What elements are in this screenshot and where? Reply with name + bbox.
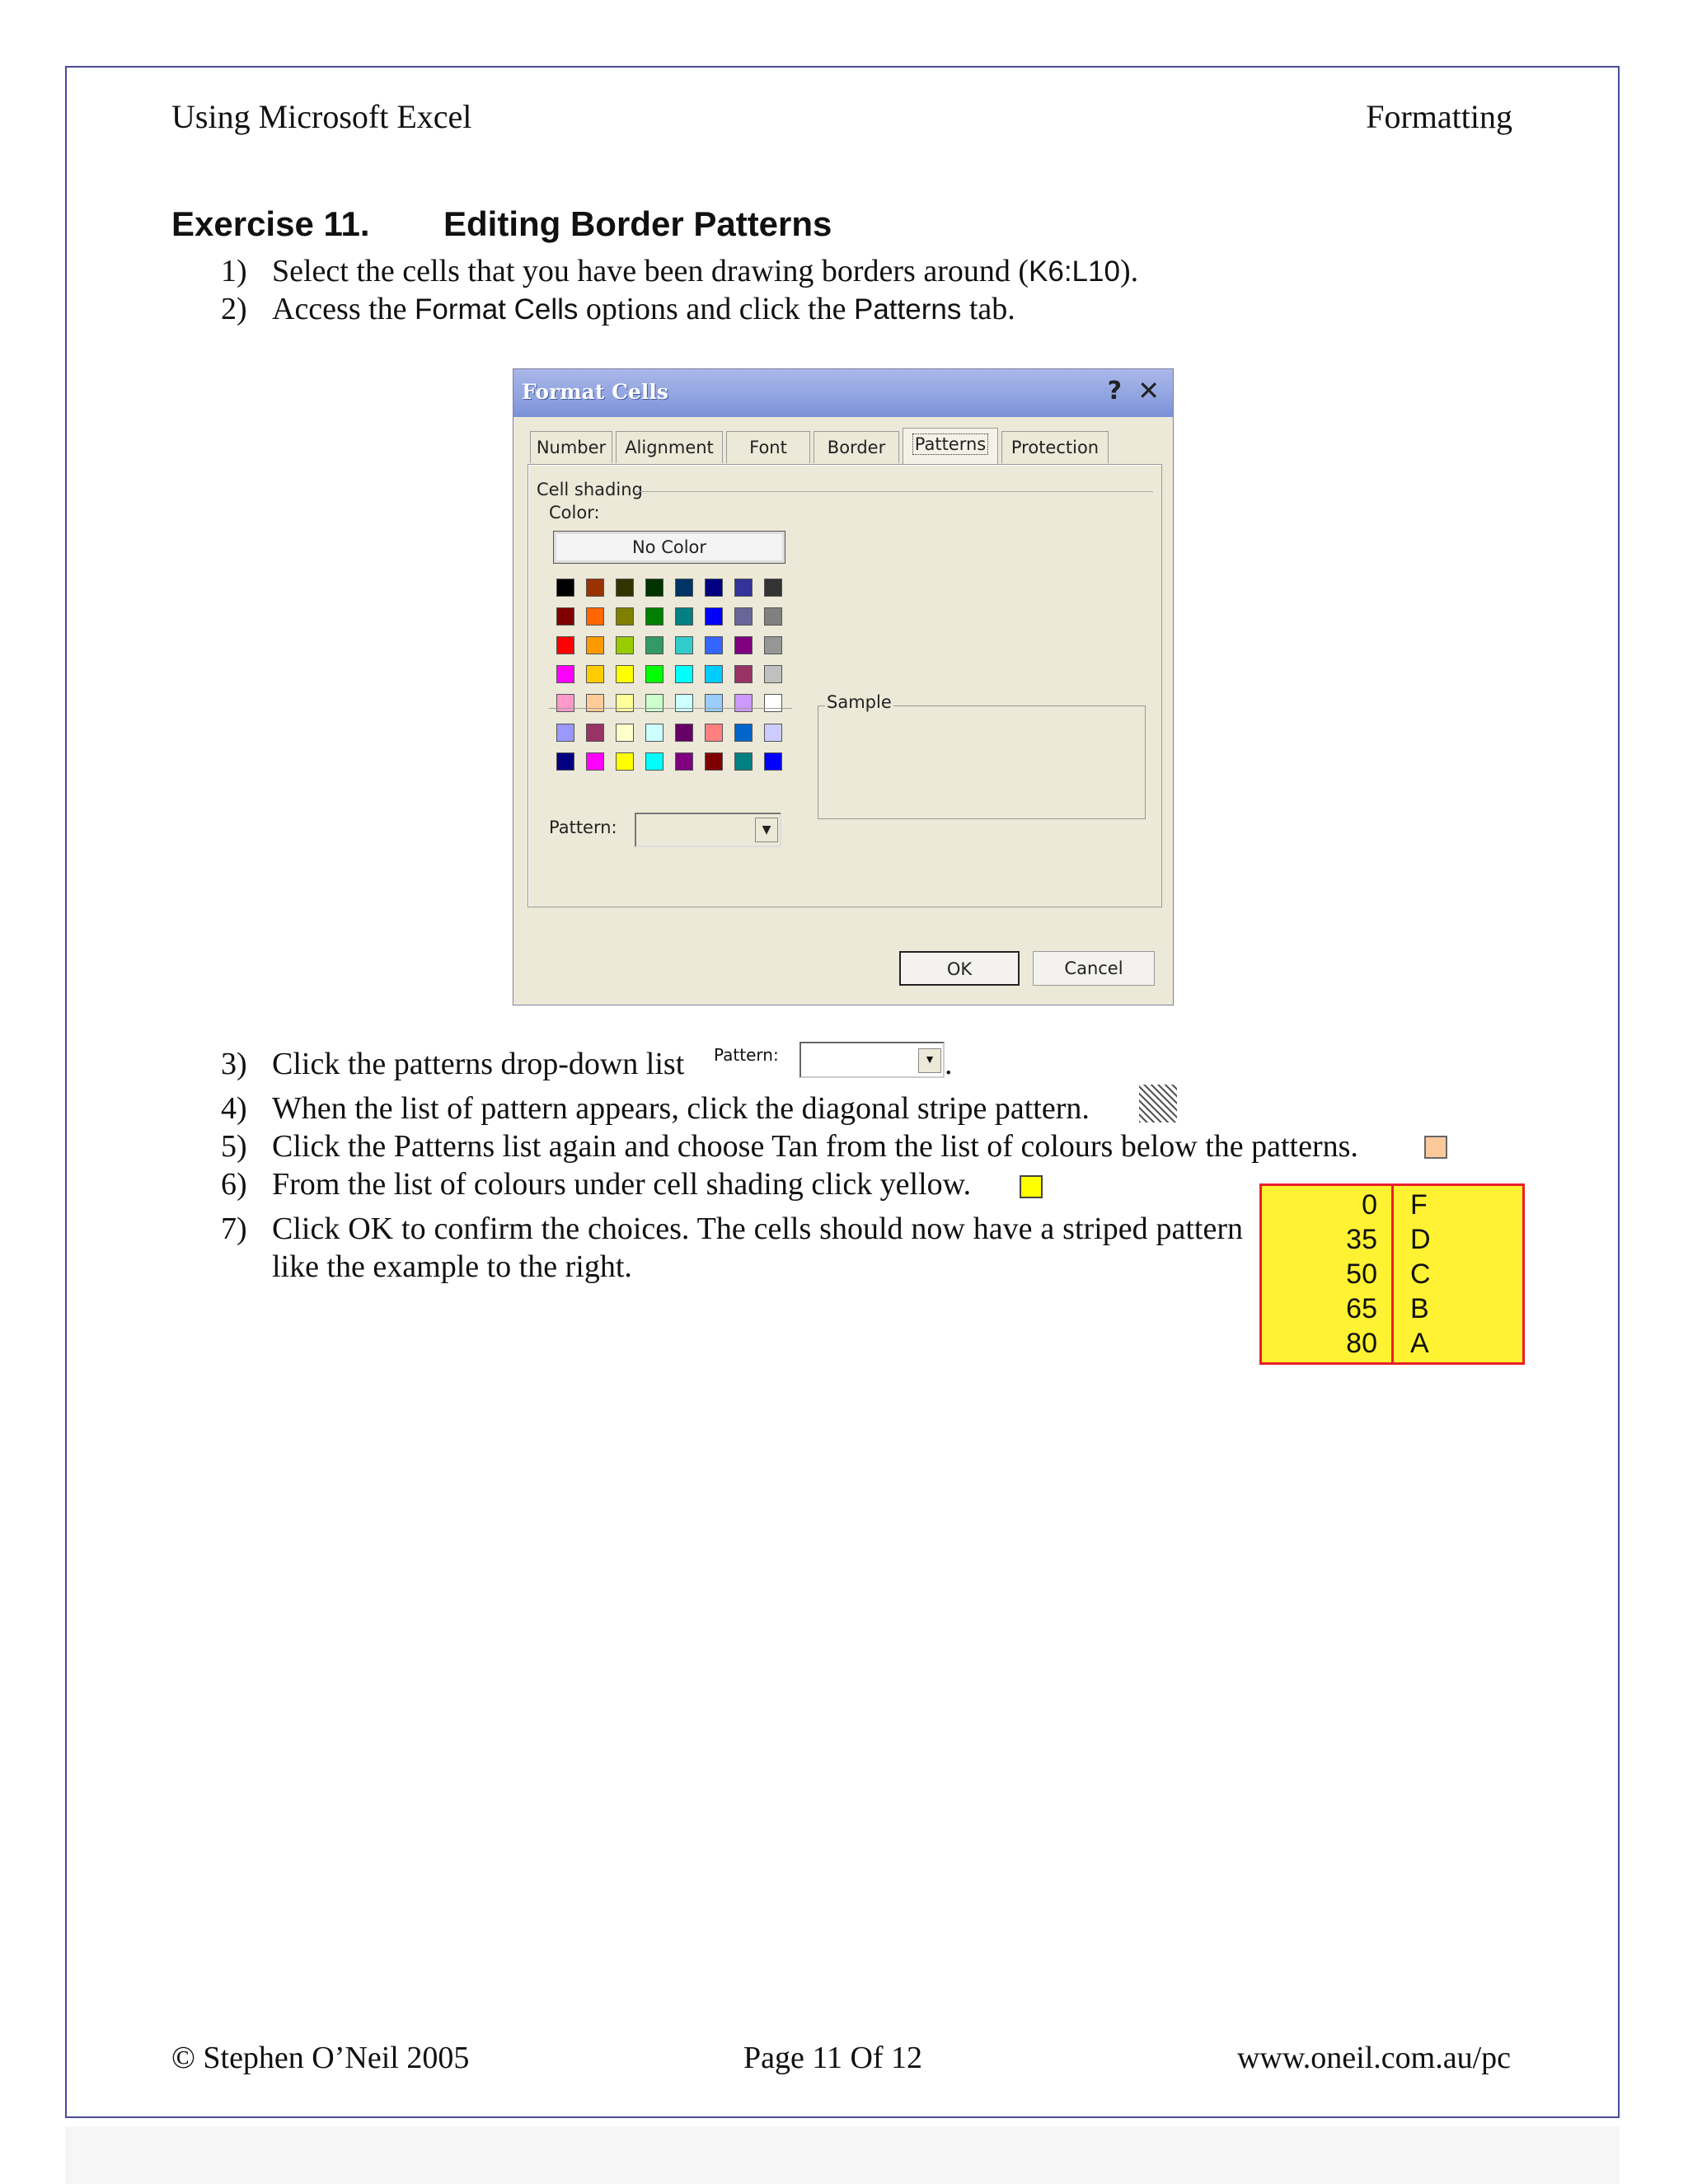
color-swatch[interactable]: [675, 694, 693, 712]
chevron-down-icon[interactable]: ▼: [755, 818, 778, 842]
color-swatch[interactable]: [616, 607, 634, 626]
tab-number[interactable]: Number: [530, 431, 612, 463]
no-color-button[interactable]: No Color: [553, 531, 785, 564]
step-number: 4): [221, 1091, 247, 1126]
close-icon[interactable]: ✕: [1137, 375, 1160, 406]
color-swatch[interactable]: [556, 607, 574, 626]
color-swatch[interactable]: [734, 724, 753, 742]
color-swatch[interactable]: [705, 636, 723, 654]
step-text: Click OK to confirm the choices. The cells should now have a striped pattern like the example to the right.: [272, 1212, 1243, 1284]
color-swatch[interactable]: [645, 752, 663, 771]
color-swatch[interactable]: [705, 752, 723, 771]
color-swatch[interactable]: [586, 636, 604, 654]
color-swatch[interactable]: [734, 665, 753, 683]
ok-button[interactable]: OK: [899, 951, 1020, 986]
color-swatch[interactable]: [556, 579, 574, 597]
color-swatch[interactable]: [556, 724, 574, 742]
color-swatch[interactable]: [616, 752, 634, 771]
step-1: [221, 252, 1138, 291]
color-swatch[interactable]: [734, 607, 753, 626]
color-swatch[interactable]: [556, 752, 574, 771]
color-swatch[interactable]: [556, 636, 574, 654]
step-number: 5): [221, 1129, 247, 1164]
exercise-heading: [171, 204, 832, 244]
tan-swatch-icon: [1424, 1136, 1447, 1159]
color-swatch[interactable]: [764, 724, 782, 742]
color-swatch[interactable]: [675, 752, 693, 771]
step-6: [221, 1165, 971, 1203]
step-number: 6): [221, 1167, 247, 1202]
dialog-title: Format Cells: [522, 380, 669, 404]
color-swatch[interactable]: [616, 636, 634, 654]
step-number: 2): [221, 292, 247, 326]
color-swatch[interactable]: [645, 724, 663, 742]
exercise-number: Exercise 11.: [171, 204, 370, 243]
step-text: Click the patterns drop-down list: [272, 1047, 685, 1081]
step-text: When the list of pattern appears, click the diagonal stripe pattern.: [272, 1091, 1090, 1126]
pattern-dropdown[interactable]: [635, 813, 781, 847]
footer-page-number: Page 11 Of 12: [743, 2041, 923, 2075]
color-swatch[interactable]: [705, 694, 723, 712]
color-swatch[interactable]: [616, 579, 634, 597]
step-code: K6:L10: [1029, 255, 1120, 288]
exercise-title: Editing Border Patterns: [443, 204, 832, 243]
color-swatch[interactable]: [734, 752, 753, 771]
color-swatch[interactable]: [764, 607, 782, 626]
color-swatch[interactable]: [675, 724, 693, 742]
color-label: Color:: [549, 503, 600, 523]
color-swatch[interactable]: [616, 665, 634, 683]
palette-divider: [549, 708, 792, 709]
tab-alignment[interactable]: Alignment: [616, 431, 723, 463]
color-swatch[interactable]: [764, 636, 782, 654]
step-number: 7): [221, 1212, 247, 1246]
color-swatch[interactable]: [705, 724, 723, 742]
patterns-panel: [528, 464, 1162, 907]
color-swatch[interactable]: [645, 579, 663, 597]
color-swatch[interactable]: [705, 665, 723, 683]
color-swatch[interactable]: [705, 579, 723, 597]
table-row: 35 D: [1346, 1224, 1431, 1255]
color-swatch[interactable]: [645, 607, 663, 626]
color-swatch[interactable]: [556, 694, 574, 712]
color-swatch[interactable]: [586, 579, 604, 597]
table-row: 80 A: [1346, 1328, 1429, 1359]
color-swatch[interactable]: [675, 579, 693, 597]
header-right: Formatting: [1366, 98, 1512, 135]
table-row: 0 F: [1362, 1189, 1428, 1221]
step-3-period: .: [945, 1047, 953, 1081]
step-3: [221, 1045, 684, 1083]
step-4: [221, 1090, 1090, 1127]
color-swatch[interactable]: [586, 607, 604, 626]
step-code: Format Cells: [415, 293, 579, 326]
color-swatch[interactable]: [705, 607, 723, 626]
color-swatch[interactable]: [675, 636, 693, 654]
tab-patterns[interactable]: Patterns: [903, 428, 998, 465]
step-text: Select the cells that you have been drawing borders around (: [272, 254, 1029, 288]
step-number: 1): [221, 254, 247, 288]
color-swatch[interactable]: [616, 724, 634, 742]
inline-pattern-label: Pattern:: [714, 1045, 779, 1065]
step-text: Access the: [272, 292, 415, 326]
help-icon[interactable]: ?: [1107, 377, 1122, 405]
color-swatch[interactable]: [645, 636, 663, 654]
color-swatch[interactable]: [586, 665, 604, 683]
yellow-swatch-icon: [1020, 1175, 1043, 1198]
color-swatch[interactable]: [675, 665, 693, 683]
cancel-button[interactable]: Cancel: [1033, 951, 1155, 986]
pattern-label: Pattern:: [549, 818, 617, 837]
sample-label: Sample: [827, 692, 892, 712]
table-row: 65 B: [1346, 1293, 1429, 1324]
color-swatch[interactable]: [616, 694, 634, 712]
color-swatch[interactable]: [734, 636, 753, 654]
step-number: 3): [221, 1047, 247, 1081]
step-text: From the list of colours under cell shading click yellow.: [272, 1167, 972, 1202]
color-swatch[interactable]: [764, 665, 782, 683]
tab-border[interactable]: Border: [814, 431, 899, 463]
color-swatch[interactable]: [586, 752, 604, 771]
color-swatch[interactable]: [734, 579, 753, 597]
example-cells: [1259, 1183, 1525, 1365]
color-swatch[interactable]: [764, 694, 782, 712]
step-text-mid: options and click the: [578, 292, 854, 326]
header-left: Using Microsoft Excel: [171, 98, 472, 135]
footer-copyright: © Stephen O’Neil 2005: [171, 2041, 470, 2075]
step-code-2: Patterns: [853, 293, 962, 326]
sample-preview: [818, 705, 1146, 819]
step-text-end: ).: [1119, 254, 1139, 288]
group-divider: [635, 491, 1153, 492]
color-swatch[interactable]: [556, 665, 574, 683]
color-swatch[interactable]: [675, 607, 693, 626]
table-row: 50 C: [1346, 1258, 1431, 1290]
step-text-end: tab.: [961, 292, 1015, 326]
page-bottom-band: [65, 2126, 1620, 2184]
inline-pattern-dropdown: [799, 1042, 945, 1078]
color-swatch[interactable]: [586, 694, 604, 712]
color-swatch[interactable]: [764, 579, 782, 597]
format-cells-dialog: [513, 368, 1174, 1005]
chevron-down-icon: ▼: [918, 1048, 941, 1073]
color-swatch[interactable]: [764, 752, 782, 771]
step-7: [221, 1210, 1243, 1286]
tab-protection[interactable]: Protection: [1001, 431, 1109, 463]
step-5: [221, 1127, 1358, 1165]
dialog-titlebar: [513, 369, 1173, 417]
step-text: Click the Patterns list again and choose Tan from the list of colours below the patterns.: [272, 1129, 1358, 1164]
diagonal-stripe-icon: [1139, 1085, 1177, 1122]
color-swatch[interactable]: [734, 694, 753, 712]
color-swatch[interactable]: [645, 665, 663, 683]
step-2: [221, 290, 1015, 329]
color-swatch[interactable]: [586, 724, 604, 742]
color-swatch[interactable]: [645, 694, 663, 712]
footer-url: www.oneil.com.au/pc: [1236, 2041, 1511, 2075]
tab-font[interactable]: Font: [726, 431, 810, 463]
cell-shading-label: Cell shading: [537, 480, 643, 499]
